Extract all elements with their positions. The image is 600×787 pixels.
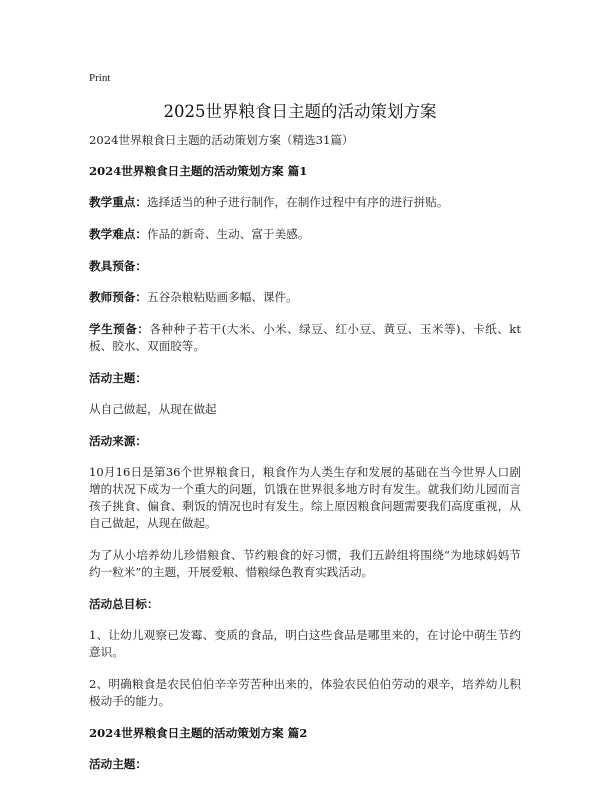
print-link[interactable]: Print [89, 72, 111, 84]
goals-label: 活动总目标： [89, 597, 159, 611]
source-label: 活动来源： [89, 434, 147, 448]
teaching-focus-paragraph [89, 194, 521, 211]
section-heading-1: 2024世界粮食日主题的活动策划方案 篇1 [89, 164, 308, 178]
teaching-focus-label: 教学重点： [89, 195, 147, 209]
theme-text: 从自己做起，从现在做起 [89, 402, 217, 416]
article-subtitle: 2024世界粮食日主题的活动策划方案（精选31篇） [89, 133, 354, 147]
teacher-prep-text: 五谷杂粮粘贴画多幅、课件。 [146, 290, 298, 304]
teacher-prep-paragraph [89, 289, 521, 306]
teaching-focus-text: 选择适当的种子进行制作，在制作过程中有序的进行拼贴。 [146, 195, 449, 209]
source-paragraph-1: 10月16日是第36个世界粮食日，粮食作为人类生存和发展的基础在当今世界人口剧增的状况下成为一个重大的问题，饥饿在世界很多地方时有发生。就我们幼儿园而言孩子挑食、偏食、剩饭的情况也时有发生。综上原因粮食问题需要我们高度重视，从自己做起，从现在做起。 [89, 465, 521, 530]
goal-item-1: 1、让幼儿观察已发霉、变质的食品，明白这些食品是哪里来的，在讨论中萌生节约意识。 [89, 628, 521, 659]
page-title: 2025世界粮食日主题的活动策划方案 [163, 102, 437, 121]
teaching-difficulty-text: 作品的新奇、生动、富于美感。 [146, 227, 310, 241]
section2-theme-label: 活动主题： [89, 757, 147, 771]
section-heading-2: 2024世界粮食日主题的活动策划方案 篇2 [89, 726, 308, 740]
teacher-prep-label: 教师预备： [89, 290, 147, 304]
goal-item-2: 2、明确粮食是农民伯伯辛辛劳苦种出来的，体验农民伯伯劳动的艰辛，培养幼儿积极动手的能力。 [89, 677, 521, 708]
student-prep-label: 学生预备： [89, 322, 150, 336]
theme-label: 活动主题： [89, 371, 147, 385]
materials-label: 教具预备： [89, 259, 147, 273]
student-prep-text: 各种种子若干(大米、小米、绿豆、红小豆、黄豆、玉米等)、卡纸、kt板、胶水、双面胶等。 [89, 322, 521, 353]
article-body [89, 132, 521, 787]
teaching-difficulty-label: 教学难点： [89, 227, 147, 241]
teaching-difficulty-paragraph [89, 226, 521, 243]
source-paragraph-2: 为了从小培养幼儿珍惜粮食、节约粮食的好习惯，我们五龄组将围绕“为地球妈妈节约一粒米”的主题，开展爱粮、惜粮绿色教育实践活动。 [89, 548, 521, 579]
student-prep-paragraph [89, 321, 521, 355]
